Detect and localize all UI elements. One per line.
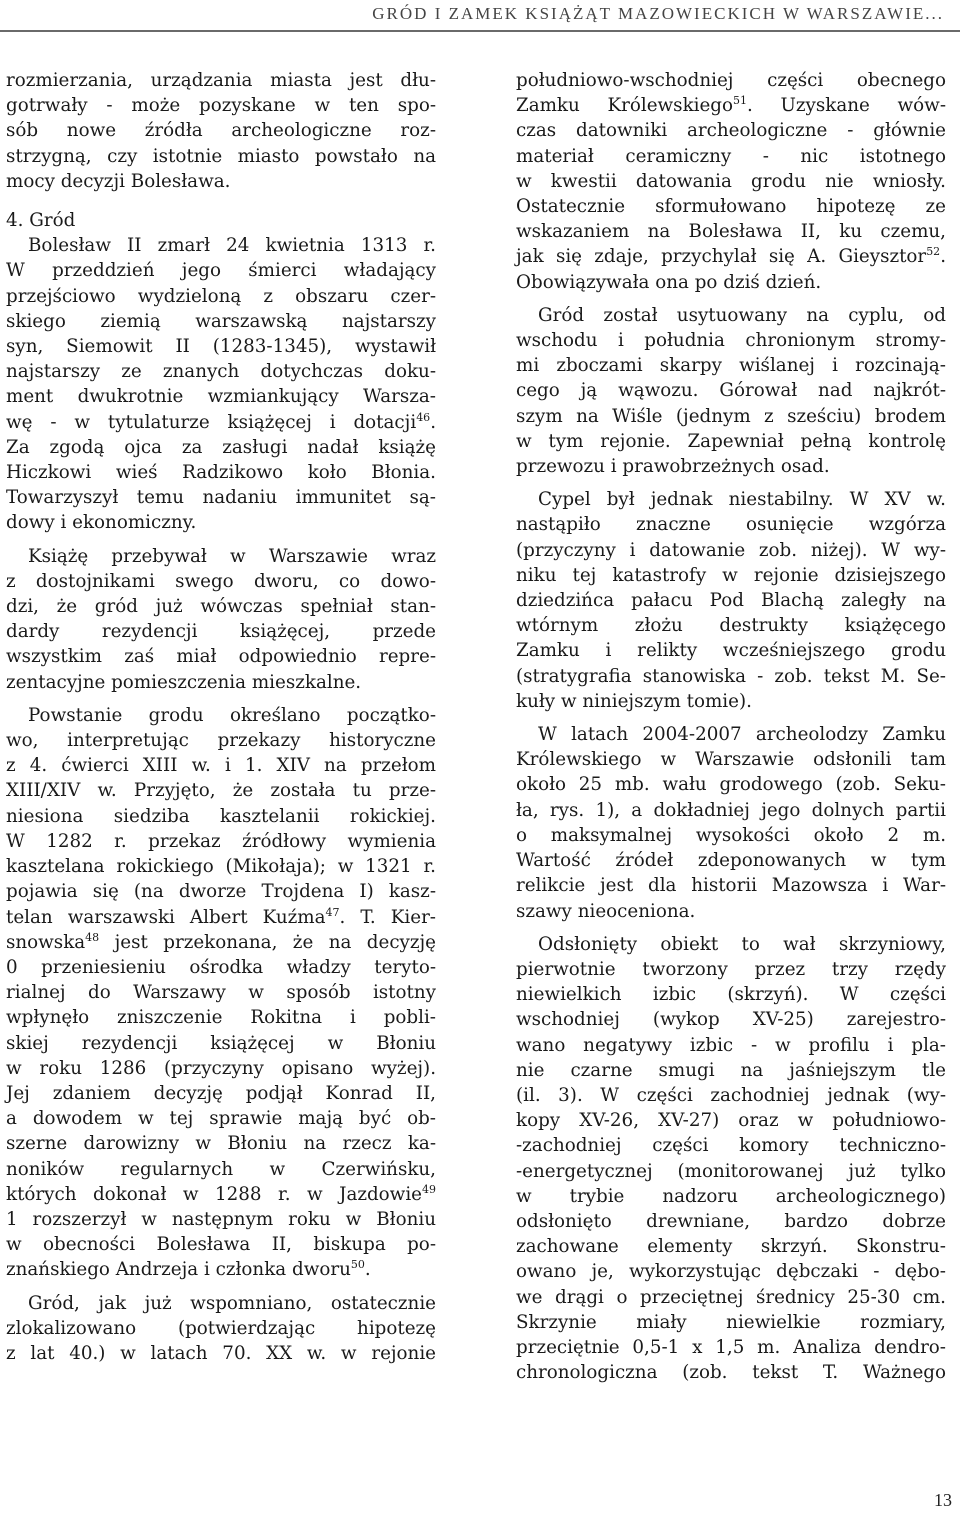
text-line: wę - w tytulaturze książęcej i dotacji$^{46}$.: [6, 410, 436, 433]
text-line: kasztelana rokickiego (Mikołaja); w 1321 r.: [6, 856, 436, 878]
paragraph: [6, 544, 436, 695]
header-rule: [0, 30, 960, 32]
text-line: odsłonięto drewniane, bardzo dobrze: [516, 1210, 946, 1232]
footnote-ref: 52: [926, 245, 941, 259]
text-line: z dostojnikami swego dworu, co dowo-: [6, 570, 436, 592]
text-line: (przyczyny i datowanie zob. niżej). W wy-: [516, 539, 946, 561]
text-line: [516, 93, 946, 118]
paragraph: [6, 703, 436, 1283]
section-heading-text: 4. Gród: [6, 210, 76, 232]
text-fragment: jest przekonana, że na decyzję: [99, 931, 436, 953]
paragraph: [6, 1291, 436, 1367]
text-line: [516, 244, 946, 269]
text-line: wtórnym złożu destrukty książęcego: [516, 615, 946, 637]
text-line: strzygną, czy istotnie miasto powstało na: [6, 145, 436, 167]
text-line: czas datowniki archeologiczne - głównie: [516, 120, 946, 142]
text-line: dowy i ekonomiczny.: [6, 512, 197, 534]
text-line: Książę przebywał w Warszawie wraz: [28, 545, 436, 567]
text-line: a dowodem w tej sprawie mają być ob-: [6, 1108, 436, 1130]
text-line: W przeddzień jego śmierci władający: [6, 260, 436, 282]
text-line: mocy decyzji Bolesława.: [6, 170, 231, 192]
text-line: materiał ceramiczny - nic istotnego: [516, 145, 946, 167]
paragraph: [6, 233, 436, 535]
text-line: południowo-wschodniej części obecnego: [516, 70, 946, 91]
text-line: niesiona siedziba kasztelanii rokickiej.: [6, 805, 436, 827]
text-line: rialnej do Warszawy w sposób istotny: [6, 982, 436, 1004]
text-line: mi zboczami skarpy wiślanej i rozcinają-: [516, 355, 946, 377]
text-line: w obecności Bolesława II, biskupa po-: [6, 1234, 436, 1256]
text-line: relikcie jest dla historii Mazowsza i War-: [516, 875, 946, 897]
text-fragment: .: [364, 1259, 371, 1281]
text-line: 1 rozszerzył w następnym roku w Błoniu: [6, 1208, 436, 1230]
text-line: rozmierzania, urządzania miasta jest dłu-: [6, 70, 436, 91]
paragraph: [516, 303, 946, 479]
text-line: cego ją wąwozu. Górował nad najkrót-: [516, 380, 946, 402]
footnote-ref: 48: [85, 930, 100, 944]
text-fragment: . T. Kier-: [339, 906, 436, 928]
text-line: (il. 3). W części zachodniej jednak (wy-: [516, 1084, 946, 1106]
text-line: (stratygrafia stanowiska - zob. tekst M. Se-: [516, 665, 946, 687]
text-line: dardy rezydencji książęcej, przede: [6, 621, 436, 643]
text-line: wano negatywy izbic - w profilu i pla-: [516, 1034, 946, 1056]
text-line: z 4. ćwierci XIII w. i 1. XIV na przełom: [6, 755, 436, 777]
text-line: pierwotnie tworzony przez trzy rzędy: [516, 958, 946, 980]
text-line: -zachodniej części komory techniczno-: [516, 1135, 946, 1157]
text-line: Bolesław II zmarł 24 kwietnia 1313 r.: [28, 235, 436, 257]
paragraph: [516, 68, 946, 295]
text-line: dzi, że gród już wówczas spełniał stan-: [6, 596, 436, 618]
text-line: -energetycznej (monitorowanej już tylko: [516, 1160, 946, 1182]
text-line: wschodu i południa chronionym stromy-: [516, 330, 946, 352]
text-fragment: Zamku Królewskiego: [516, 95, 734, 117]
text-line: 0 przeniesieniu ośrodka władzy teryto-: [6, 956, 436, 978]
text-line: w tym rejonie. Zapewniał pełną kontrolę: [516, 430, 946, 452]
text-line: niku tej katastrofy w rejonie dzisiejszego: [516, 564, 946, 586]
text-line: szerne darowizny w Błoniu na rzecz ka-: [6, 1133, 436, 1155]
text-line: Skrzynie miały niewielkie rozmiary,: [516, 1311, 946, 1333]
text-fragment: snowska: [6, 931, 86, 953]
text-line: [6, 905, 436, 930]
paragraph: [516, 487, 946, 714]
right-column: [516, 68, 946, 1393]
text-line: Zamku i relikty wcześniejszego grodu: [516, 640, 946, 662]
text-line: wo, interpretując przekazy historyczne: [6, 730, 436, 752]
text-line: niewielkich izbic (skrzyń). W części: [516, 984, 946, 1006]
text-line: Powstanie grodu określano początko-: [28, 704, 436, 726]
text-line: syn, Siemowit II (1283-1345), wystawił: [6, 336, 436, 358]
text-line: owano je, wykorzystując dębczaki - dębo-: [516, 1261, 946, 1283]
text-fragment: znańskiego Andrzeja i członka dworu: [6, 1259, 351, 1281]
text-fragment: telan warszawski Albert Kuźma: [6, 906, 326, 928]
text-line: w trybie nadzoru archeologicznego): [516, 1185, 946, 1207]
footnote-ref: 51: [733, 94, 748, 108]
text-line: noników regularnych w Czerwińsku,: [6, 1158, 436, 1180]
text-line: [6, 1182, 436, 1207]
text-line: nie czarne smugi na jaśniejszym tle: [516, 1059, 946, 1081]
text-line: szym na Wiśle (jednym z sześciu) brodem: [516, 405, 946, 427]
text-line: Hiczkowi wieś Radzikowo koło Błonia.: [6, 462, 436, 484]
text-line: skiego ziemią warszawską najstarszy: [6, 310, 436, 332]
footnote-ref: 47: [325, 905, 340, 919]
text-fragment: których dokonał w 1288 r. w Jazdowie: [6, 1183, 422, 1205]
text-fragment: .: [940, 246, 946, 268]
text-line: skiej rezydencji książęcej w Błoniu: [6, 1032, 436, 1054]
text-line: [6, 1257, 436, 1282]
text-line: dziedzińca pałacu Pod Blachą zaległy na: [516, 590, 946, 612]
text-line: wszystkim zaś miał odpowiednio repre-: [6, 646, 436, 668]
text-line: Wartość źródeł zdeponowanych w tym: [516, 850, 946, 872]
text-line: nastąpiło znaczne osunięcie wzgórza: [516, 514, 946, 536]
text-fragment: jak się zdaje, przychylał się A. Gieysztor: [516, 246, 927, 268]
text-line: Za zgodą ojca za zasługi nadał książę: [6, 436, 436, 458]
text-line: zachowane elementy skrzyń. Skonstru-: [516, 1236, 946, 1258]
text-line: przejściowo wydzieloną z obszaru czer-: [6, 285, 436, 307]
section-heading: [6, 208, 436, 233]
text-line: zlokalizowano (potwierdzając hipotezę: [6, 1317, 436, 1339]
text-line: kopy XV-26, XV-27) oraz w południowo-: [516, 1110, 946, 1132]
text-line: wpłynęło zniszczenie Rokitna i pobli-: [6, 1007, 436, 1029]
text-line: Ostatecznie sformułowano hipotezę ze: [516, 196, 946, 218]
text-line: kuły w niniejszym tomie).: [516, 690, 752, 712]
text-line: pojawia się (na dworze Trojdena I) kasz-: [6, 881, 436, 903]
text-line: szawy nieoceniona.: [516, 900, 696, 922]
text-line: o maksymalnej wysokości około 2 m.: [516, 824, 946, 846]
text-line: Gród, jak już wspomniano, ostatecznie: [28, 1292, 436, 1314]
text-line: Odsłonięty obiekt to wał skrzyniowy,: [538, 933, 946, 955]
text-line: około 25 mb. wału grodowego (zob. Seku-: [516, 774, 946, 796]
text-line: w kwestii datowania grodu nie wniosły.: [516, 170, 946, 192]
text-line: sób nowe źródła archeologiczne roz-: [6, 120, 436, 142]
text-line: zentacyjne pomieszczenia mieszkalne.: [6, 671, 362, 693]
text-line: Towarzyszył temu nadaniu immunitet są-: [6, 487, 436, 509]
text-line: W latach 2004-2007 archeolodzy Zamku: [538, 724, 946, 746]
footnote-ref: 49: [422, 1182, 436, 1196]
text-line: w roku 1286 (przyczyny opisano wyżej).: [6, 1057, 436, 1079]
text-line: Królewskiego w Warszawie odsłonili tam: [516, 749, 946, 771]
text-line: wschodniej (wykop XV-25) zarejestro-: [516, 1009, 946, 1031]
text-line: z lat 40.) w latach 70. XX w. w rejonie: [6, 1342, 436, 1364]
text-fragment: wę - w tytulaturze książęcej i dotacji: [6, 411, 417, 433]
left-column: [6, 68, 436, 1374]
text-line: chronologiczna (zob. tekst T. Ważnego: [516, 1362, 946, 1384]
paragraph: [516, 932, 946, 1386]
footnote-ref: 46: [416, 410, 431, 424]
running-header-bar: [0, 0, 960, 40]
page-number: 13: [934, 1490, 952, 1510]
text-line: Gród został usytuowany na cyplu, od: [538, 304, 946, 326]
paragraph: [6, 68, 436, 194]
text-line: Obowiązywała ona po dziś dzień.: [516, 271, 822, 293]
text-line: [6, 930, 436, 955]
text-line: ment dwukrotnie wzmiankujący Warsza-: [6, 386, 436, 408]
text-line: ła, rys. 1), a dokładniej jego dolnych partii: [516, 799, 946, 821]
footnote-ref: 50: [350, 1258, 365, 1272]
text-line: W 1282 r. przekaz źródłowy wymienia: [6, 830, 436, 852]
text-line: we drągi o przeciętnej średnicy 25-30 cm.: [516, 1286, 946, 1308]
text-line: Cypel był jednak niestabilny. W XV w.: [538, 489, 946, 511]
text-line: Jej zdaniem decyzję podjął Konrad II,: [6, 1082, 436, 1104]
paragraph: [516, 722, 946, 924]
text-line: XIII/XIV w. Przyjęto, że została tu prze-: [6, 780, 436, 802]
text-fragment: . Uzyskane wów-: [747, 95, 947, 117]
text-line: najstarszy ze znanych dotychczas doku-: [6, 361, 436, 383]
text-line: wskazaniem na Bolesława II, ku czemu,: [516, 221, 946, 243]
running-header-title: GRÓD I ZAMEK KSIĄŻĄT MAZOWIECKICH W WARSZAWIE...: [372, 4, 944, 23]
text-line: przewozu i prawobrzeżnych osad.: [516, 456, 830, 478]
text-line: przeciętnie 0,5-1 x 1,5 m. Analiza dendro-: [516, 1336, 946, 1358]
text-line: gotrwały - może pozyskane w ten spo-: [6, 95, 436, 117]
